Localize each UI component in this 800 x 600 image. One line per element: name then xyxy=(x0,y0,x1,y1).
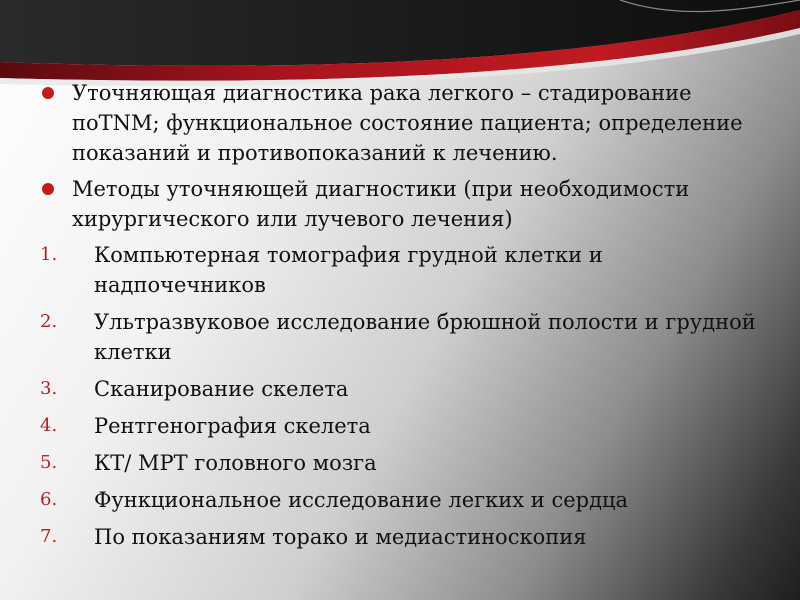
item-text: По показаниям торако и медиастиноскопия xyxy=(94,525,587,549)
bullet-text: Уточняющая диагностика рака легкого – стадирование поTNM; функциональное состояние пациента; определение показаний и противопоказаний к лечению. xyxy=(72,81,743,165)
item-number: 1. xyxy=(40,244,58,265)
top-decorative-band xyxy=(0,0,800,90)
item-text: Функциональное исследование легких и сердца xyxy=(94,488,629,512)
numbered-item xyxy=(40,448,760,478)
item-number: 2. xyxy=(40,311,58,332)
item-number: 7. xyxy=(40,526,58,547)
item-text: Компьютерная томография грудной клетки и надпочечников xyxy=(94,243,603,297)
red-bullet-icon xyxy=(42,183,54,195)
item-number: 6. xyxy=(40,489,58,510)
item-number: 5. xyxy=(40,452,58,473)
numbered-item xyxy=(40,307,760,367)
numbered-item xyxy=(40,411,760,441)
content-list xyxy=(40,78,760,559)
red-bullet-icon xyxy=(42,87,54,99)
bullet-text: Методы уточняющей диагностики (при необходимости хирургического или лучевого лечения) xyxy=(72,177,690,231)
numbered-item xyxy=(40,240,760,300)
item-text: Сканирование скелета xyxy=(94,377,349,401)
numbered-item xyxy=(40,522,760,552)
item-number: 4. xyxy=(40,415,58,436)
numbered-item xyxy=(40,485,760,515)
bullet-item xyxy=(40,174,760,234)
item-text: Ультразвуковое исследование брюшной полости и грудной клетки xyxy=(94,310,756,364)
item-text: КТ/ МРТ головного мозга xyxy=(94,451,377,475)
item-text: Рентгенография скелета xyxy=(94,414,371,438)
bullet-item xyxy=(40,78,760,168)
item-number: 3. xyxy=(40,378,58,399)
numbered-item xyxy=(40,374,760,404)
